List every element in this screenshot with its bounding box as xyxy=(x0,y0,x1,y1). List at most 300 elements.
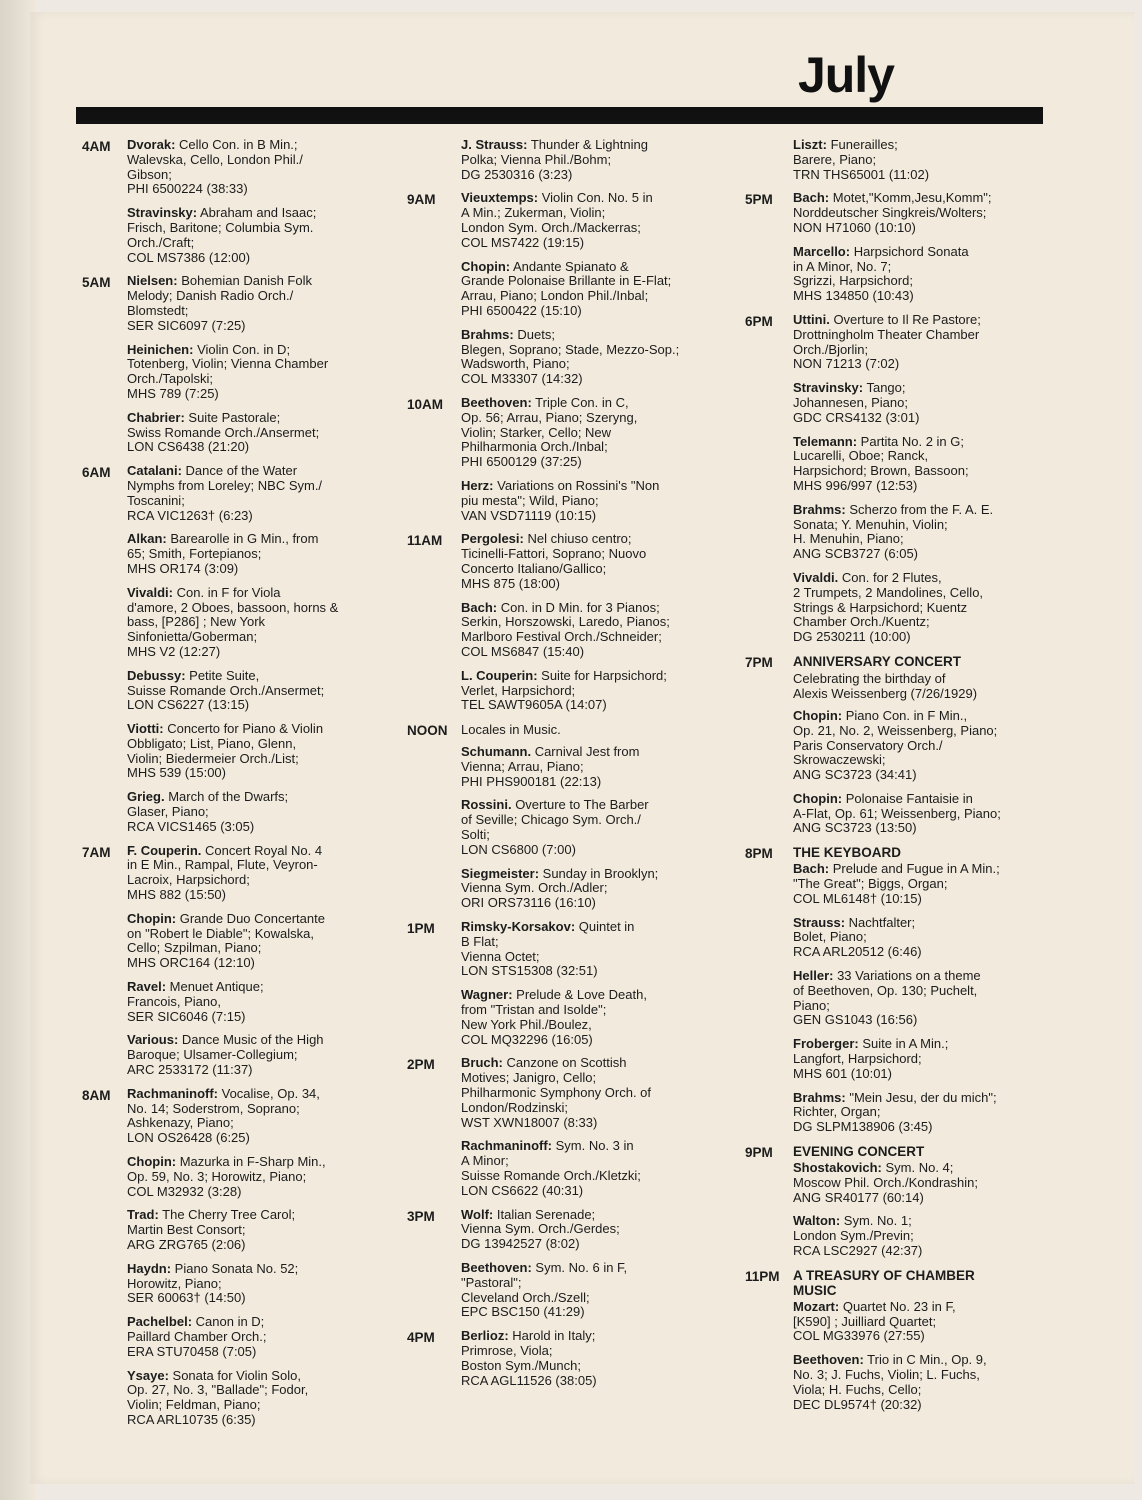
time-label: 1PM xyxy=(407,921,435,937)
entry-detail-line: A Min.; Zukerman, Violin; xyxy=(461,205,606,221)
entry-detail-line: Skrowaczewski; xyxy=(793,752,886,768)
entry-detail-line: Orch./Tapolski; xyxy=(127,371,213,387)
entry-detail-line: LON OS26428 (6:25) xyxy=(127,1130,250,1146)
program-entry xyxy=(127,790,382,834)
composer-name: Vieuxtemps: xyxy=(461,190,539,206)
work-title: Partita No. 2 in G; xyxy=(857,433,964,449)
entry-detail-line: Verlet, Harpsichord; xyxy=(461,682,576,698)
work-title: Con. in F for Viola xyxy=(173,584,281,600)
entry-detail-line: Baroque; Ulsamer-Collegium; xyxy=(127,1047,298,1063)
composer-name: Wolf: xyxy=(461,1206,494,1222)
entry-detail-line: MHS 134850 (10:43) xyxy=(793,288,914,304)
entry-detail-line: RCA AGL11526 (38:05) xyxy=(461,1372,597,1388)
composer-name: Uttini. xyxy=(793,311,830,327)
entry-detail-line: Vienna; Arrau, Piano; xyxy=(461,758,584,774)
entry-first-line xyxy=(461,988,707,1003)
program-entry xyxy=(793,313,1045,372)
entry-detail-line: ARG ZRG765 (2:06) xyxy=(127,1237,246,1252)
composer-name: J. Strauss: xyxy=(461,137,528,152)
entry-detail-line: Violin; Feldman, Piano; xyxy=(127,1397,261,1413)
work-title: Piano Con. in F Min., xyxy=(842,707,968,723)
entry-detail-line: 65; Smith, Fortepianos; xyxy=(127,546,262,562)
entry-first-line xyxy=(127,1262,382,1277)
entry-detail-line: Paris Conservatory Orch./ xyxy=(793,737,943,753)
entry-detail-line: "The Great"; Biggs, Organ; xyxy=(793,876,948,892)
entry-first-line xyxy=(793,862,1045,877)
entry-first-line xyxy=(793,1214,1045,1229)
program-entry xyxy=(793,1161,1045,1205)
composer-name: Chopin: xyxy=(127,910,177,926)
composer-name: Stravinsky: xyxy=(793,380,864,396)
program-entry xyxy=(461,798,707,857)
entry-detail-line: New York Phil./Boulez, xyxy=(461,1016,592,1032)
entry-first-line xyxy=(793,969,1045,984)
composer-name: Strauss: xyxy=(793,914,846,930)
entry-detail-line: Grande Polonaise Brillante in E-Flat; xyxy=(461,273,672,289)
program-entry xyxy=(127,722,382,781)
work-title: Carnival Jest from xyxy=(531,744,640,760)
work-title: Prelude and Fugue in A Min.; xyxy=(829,861,1000,877)
composer-name: Viotti: xyxy=(127,721,164,737)
entry-detail-line: No. 14; Soderstrom, Soprano; xyxy=(127,1100,300,1116)
work-title: Suite in A Min.; xyxy=(858,1036,949,1052)
entry-detail-line: Drottningholm Theater Chamber xyxy=(793,326,980,342)
work-title: Duets; xyxy=(513,326,555,342)
work-title: "Mein Jesu, der du mich"; xyxy=(845,1089,997,1105)
work-title: Motet,"Komm,Jesu,Komm"; xyxy=(829,190,992,206)
work-title: Menuet Antique; xyxy=(166,979,264,995)
entry-first-line xyxy=(127,1087,382,1102)
entry-first-line xyxy=(793,138,1045,153)
composer-name: L. Couperin: xyxy=(461,667,538,683)
time-label: 5PM xyxy=(745,192,773,208)
entry-detail-line: Lacroix, Harpsichord; xyxy=(127,872,250,888)
entry-first-line xyxy=(461,138,707,153)
program-entry xyxy=(127,844,382,903)
time-slot xyxy=(407,138,707,182)
work-title: Violin Con. in D; xyxy=(193,341,291,357)
entry-detail-line: Vienna Sym. Orch./Adler; xyxy=(461,880,608,896)
entry-detail-line: London Sym. Orch./Mackerras; xyxy=(461,219,641,235)
entry-detail-line: DG 2530211 (10:00) xyxy=(793,629,911,645)
entry-detail-line: LON STS15308 (32:51) xyxy=(461,963,598,979)
entry-first-line xyxy=(793,381,1045,396)
work-title: Concerto for Piano & Violin xyxy=(163,721,324,737)
work-title: Harold in Italy; xyxy=(508,1328,596,1344)
entry-first-line xyxy=(127,1315,382,1330)
entry-detail-line: piu mesta"; Wild, Piano; xyxy=(461,492,599,508)
entry-detail-line: PHI PHS900181 (22:13) xyxy=(461,773,602,789)
entry-first-line xyxy=(793,916,1045,931)
composer-name: Ravel: xyxy=(127,979,167,995)
entry-detail-line: Concerto Italiano/Gallico; xyxy=(461,560,607,576)
composer-name: Heller: xyxy=(793,968,834,984)
work-title: 33 Variations on a theme xyxy=(833,968,981,984)
composer-name: Herz: xyxy=(461,477,494,493)
entry-detail-line: Violin; Biedermeier Orch./List; xyxy=(127,750,299,766)
entry-first-line xyxy=(127,206,382,221)
entry-detail-line: Wadsworth, Piano; xyxy=(461,356,570,372)
work-title: Nachtfalter; xyxy=(845,914,916,930)
composer-name: Stravinsky: xyxy=(127,205,198,221)
entry-detail-line: B Flat; xyxy=(461,933,499,949)
program-entry xyxy=(793,138,1045,182)
entry-detail-line: [K590] ; Juilliard Quartet; xyxy=(793,1313,937,1329)
entry-detail-line: Piano; xyxy=(793,997,830,1013)
time-slot xyxy=(82,1087,382,1428)
time-label: 5AM xyxy=(82,275,111,291)
time-label: 7AM xyxy=(82,844,111,860)
program-entry xyxy=(127,1315,382,1359)
composer-name: Rossini. xyxy=(461,797,512,813)
entry-detail-line: SER SIC6097 (7:25) xyxy=(127,317,246,333)
entry-detail-line: H. Menuhin, Piano; xyxy=(793,531,904,547)
entry-detail-line: Suisse Romande Orch./Kletzki; xyxy=(461,1168,641,1184)
entry-detail-line: RCA VIC1263† (6:23) xyxy=(127,507,253,523)
work-title: Suite Pastorale; xyxy=(184,409,281,425)
program-entry xyxy=(793,245,1045,304)
composer-name: Froberger: xyxy=(793,1036,859,1052)
program-entry xyxy=(461,745,707,789)
entry-detail-line: Swiss Romande Orch./Ansermet; xyxy=(127,424,320,440)
entry-first-line xyxy=(461,669,707,684)
time-label: 9PM xyxy=(745,1145,773,1161)
entry-first-line xyxy=(461,396,707,411)
entry-first-line xyxy=(127,1208,382,1223)
entry-detail-line: Sinfonietta/Goberman; xyxy=(127,629,258,645)
entry-detail-line: A Minor; xyxy=(461,1153,509,1169)
work-title: Sonata for Violin Solo, xyxy=(168,1367,301,1383)
composer-name: Chopin: xyxy=(793,790,843,806)
time-label: 9AM xyxy=(407,192,436,208)
composer-name: Mozart: xyxy=(793,1298,840,1314)
time-slot xyxy=(407,722,707,911)
program-entry xyxy=(461,1208,707,1252)
composer-name: Vivaldi: xyxy=(127,584,174,600)
schedule-column-1 xyxy=(82,138,382,1437)
work-title: Variations on Rossini's "Non xyxy=(493,477,660,493)
entry-detail-line: MHS OR174 (3:09) xyxy=(127,560,239,576)
program-entry xyxy=(461,138,707,182)
entry-detail-line: COL MS7422 (19:15) xyxy=(461,234,585,250)
entry-first-line xyxy=(793,709,1045,724)
program-entry xyxy=(461,669,707,713)
entry-detail-line: Chamber Orch./Kuentz; xyxy=(793,614,930,630)
program-entry xyxy=(127,1033,382,1077)
entry-first-line xyxy=(127,1155,382,1170)
entry-detail-line: London/Rodzinski; xyxy=(461,1099,568,1115)
entry-detail-line: Ashkenazy, Piano; xyxy=(127,1115,234,1131)
program-entry xyxy=(793,1037,1045,1081)
composer-name: Vivaldi. xyxy=(793,569,839,585)
program-entry xyxy=(461,867,707,911)
entry-detail-line: Norddeutscher Singkreis/Wolters; xyxy=(793,205,987,221)
program-entry xyxy=(127,343,382,402)
entry-detail-line: LON CS6438 (21:20) xyxy=(127,439,250,455)
entry-detail-line: Op. 21, No. 2, Weissenberg, Piano; xyxy=(793,722,998,738)
program-entry xyxy=(461,328,707,387)
entry-detail-line: Philharmonic Symphony Orch. of xyxy=(461,1085,652,1101)
entry-detail-line: Gibson; xyxy=(127,166,172,182)
time-label: 6PM xyxy=(745,313,773,329)
program-entry xyxy=(793,792,1045,836)
entry-detail-line: Toscanini; xyxy=(127,492,185,508)
entry-detail-line: d'amore, 2 Oboes, bassoon, horns & xyxy=(127,599,339,615)
program-entry xyxy=(793,1214,1045,1258)
entry-detail-line: DG 13942527 (8:02) xyxy=(461,1236,580,1252)
schedule-column-3 xyxy=(745,138,1045,1421)
work-title: Overture to The Barber xyxy=(511,797,649,813)
entry-detail-line: Lucarelli, Oboe; Ranck, xyxy=(793,448,929,464)
program-subtitle: Locales in Music. xyxy=(461,722,561,738)
composer-name: Grieg. xyxy=(127,789,165,805)
entry-detail-line: MHS 789 (7:25) xyxy=(127,385,219,401)
entry-first-line xyxy=(461,1208,707,1223)
program-entry xyxy=(793,435,1045,494)
entry-detail-line: in E Min., Rampal, Flute, Veyron- xyxy=(127,857,318,873)
work-title: Trio in C Min., Op. 9, xyxy=(863,1352,987,1368)
entry-detail-line: PHI 6500224 (38:33) xyxy=(127,181,248,197)
entry-first-line xyxy=(461,1139,707,1154)
entry-detail-line: No. 3; J. Fuchs, Violin; L. Fuchs, xyxy=(793,1367,980,1382)
work-title: Dance of the Water xyxy=(181,463,298,479)
work-title: Dance Music of the High xyxy=(178,1032,324,1048)
work-title: Andante Spianato & xyxy=(510,258,629,274)
time-slot xyxy=(407,396,707,523)
program-entry xyxy=(461,1261,707,1320)
entry-first-line xyxy=(461,1261,707,1276)
program-entry xyxy=(793,571,1045,645)
entry-first-line xyxy=(461,191,707,206)
entry-detail-line: Philharmonia Orch./Inbal; xyxy=(461,439,608,455)
entry-detail-line: Serkin, Horszowski, Laredo, Pianos; xyxy=(461,614,670,630)
time-slot xyxy=(745,191,1045,304)
entry-detail-line: Sonata; Y. Menuhin, Violin; xyxy=(793,516,948,532)
entry-detail-line: TEL SAWT9605A (14:07) xyxy=(461,697,607,713)
entry-detail-line: COL M33307 (14:32) xyxy=(461,371,583,387)
entry-first-line xyxy=(793,191,1045,206)
time-slot xyxy=(407,532,707,713)
entry-first-line xyxy=(461,479,707,494)
composer-name: Brahms: xyxy=(461,326,514,342)
entry-first-line xyxy=(793,313,1045,328)
program-entry xyxy=(127,532,382,576)
work-title: Violin Con. No. 5 in xyxy=(538,190,653,206)
program-entry xyxy=(461,1139,707,1198)
time-slot xyxy=(745,313,1045,645)
work-title: Canon in D; xyxy=(192,1314,265,1330)
entry-detail-line: Blomstedt; xyxy=(127,302,189,318)
entry-detail-line: "Pastoral"; xyxy=(461,1274,522,1290)
entry-detail-line: Vienna Sym. Orch./Gerdes; xyxy=(461,1221,620,1237)
entry-detail-line: COL MG33976 (27:55) xyxy=(793,1328,925,1344)
entry-detail-line: Blegen, Soprano; Stade, Mezzo-Sop.; xyxy=(461,341,680,357)
work-title: Nel chiuso centro; xyxy=(523,531,632,547)
entry-first-line xyxy=(127,844,382,859)
composer-name: Alkan: xyxy=(127,531,167,547)
entry-first-line xyxy=(793,571,1045,586)
entry-detail-line: Langfort, Harpsichord; xyxy=(793,1051,922,1067)
program-entry xyxy=(127,669,382,713)
composer-name: Chopin: xyxy=(793,707,843,723)
time-label: 11PM xyxy=(745,1268,780,1284)
program-entry xyxy=(127,411,382,455)
entry-detail-line: GDC CRS4132 (3:01) xyxy=(793,409,920,425)
composer-name: Siegmeister: xyxy=(461,865,540,881)
entry-first-line xyxy=(127,912,382,927)
program-entry xyxy=(461,191,707,250)
composer-name: F. Couperin. xyxy=(127,842,202,858)
entry-first-line xyxy=(461,798,707,813)
composer-name: Brahms: xyxy=(793,1089,846,1105)
entry-detail-line: MHS 882 (15:50) xyxy=(127,887,226,903)
work-title: Mazurka in F-Sharp Min., xyxy=(176,1154,326,1170)
program-entry xyxy=(127,1369,382,1428)
entry-detail-line: RCA LSC2927 (42:37) xyxy=(793,1243,923,1259)
entry-detail-line: ANG SC3723 (34:41) xyxy=(793,767,917,783)
program-entry xyxy=(793,709,1045,783)
time-label: 8PM xyxy=(745,846,773,862)
work-title: Canzone on Scottish xyxy=(502,1055,627,1071)
entry-detail-line: Richter, Organ; xyxy=(793,1104,881,1120)
entry-detail-line: ERA STU70458 (7:05) xyxy=(127,1343,257,1359)
work-title: Prelude & Love Death, xyxy=(512,987,647,1003)
entry-detail-line: Violin; Starker, Cello; New xyxy=(461,424,612,440)
program-entry xyxy=(793,381,1045,425)
entry-first-line xyxy=(461,260,707,275)
entry-first-line xyxy=(127,669,382,684)
entry-detail-line: ANG SCB3727 (6:05) xyxy=(793,546,919,562)
program-entry xyxy=(793,1091,1045,1135)
work-title: Sym. No. 6 in F, xyxy=(531,1260,628,1275)
time-label: 2PM xyxy=(407,1057,435,1073)
entry-detail-line: Obbligato; List, Piano, Glenn, xyxy=(127,735,297,751)
entry-detail-line: Cleveland Orch./Szell; xyxy=(461,1289,590,1305)
entry-first-line xyxy=(127,980,382,995)
entry-detail-line: PHI 6500422 (15:10) xyxy=(461,302,582,318)
program-entry xyxy=(127,912,382,971)
time-slot xyxy=(407,1056,707,1198)
entry-detail-line: PHI 6500129 (37:25) xyxy=(461,454,582,470)
entry-detail-line: Strings & Harpsichord; Kuentz xyxy=(793,599,968,615)
composer-name: Shostakovich: xyxy=(793,1160,882,1176)
entry-detail-line: ANG SR40177 (60:14) xyxy=(793,1189,924,1205)
entry-detail-line: SER 60063† (14:50) xyxy=(127,1290,246,1306)
entry-first-line xyxy=(793,435,1045,450)
time-slot xyxy=(407,191,707,387)
time-slot xyxy=(82,464,382,835)
program-title: EVENING CONCERT xyxy=(793,1144,925,1160)
composer-name: Bach: xyxy=(793,861,830,877)
entry-detail-line: Walevska, Cello, London Phil./ xyxy=(127,151,303,167)
entry-detail-line: DG SLPM138906 (3:45) xyxy=(793,1119,933,1135)
entry-detail-line: RCA ARL20512 (6:46) xyxy=(793,944,922,960)
entry-detail-line: Barere, Piano; xyxy=(793,151,877,167)
entry-detail-line: Paillard Chamber Orch.; xyxy=(127,1328,267,1344)
work-title: March of the Dwarfs; xyxy=(164,789,289,805)
entry-detail-line: Op. 56; Arrau, Piano; Szeryng, xyxy=(461,409,638,425)
entry-first-line xyxy=(127,722,382,737)
program-entry xyxy=(461,396,707,470)
work-title: Italian Serenade; xyxy=(493,1206,596,1222)
entry-detail-line: Totenberg, Violin; Vienna Chamber xyxy=(127,356,329,372)
work-title: Bohemian Danish Folk xyxy=(177,273,312,289)
entry-detail-line: Martin Best Consort; xyxy=(127,1222,246,1238)
work-title: Quintet in xyxy=(575,919,635,935)
entry-detail-line: Sgrizzi, Harpsichord; xyxy=(793,273,913,289)
work-title: Triple Con. in C, xyxy=(531,394,629,410)
work-title: Quartet No. 23 in F, xyxy=(839,1298,956,1314)
work-title: Vocalise, Op. 34, xyxy=(218,1085,320,1101)
composer-name: Nielsen: xyxy=(127,273,178,289)
entry-detail-line: Op. 27, No. 3, "Ballade"; Fodor, xyxy=(127,1382,309,1398)
entry-detail-line: MHS 539 (15:00) xyxy=(127,765,226,781)
header-rule xyxy=(76,107,1043,124)
entry-detail-line: LON CS6227 (13:15) xyxy=(127,697,250,713)
time-slot xyxy=(745,1268,1045,1413)
entry-detail-line: MHS 601 (10:01) xyxy=(793,1065,892,1081)
entry-detail-line: of Beethoven, Op. 130; Puchelt, xyxy=(793,982,978,998)
entry-first-line xyxy=(461,1329,707,1344)
entry-detail-line: WST XWN18007 (8:33) xyxy=(461,1114,598,1130)
entry-detail-line: Op. 59, No. 3; Horowitz, Piano; xyxy=(127,1168,307,1184)
entry-detail-line: Glaser, Piano; xyxy=(127,804,209,820)
work-title: Concert Royal No. 4 xyxy=(201,842,323,858)
entry-first-line xyxy=(461,601,707,616)
work-title: Piano Sonata No. 52; xyxy=(171,1260,299,1276)
entry-detail-line: Orch./Craft; xyxy=(127,234,195,250)
work-title: Overture to Il Re Pastore; xyxy=(829,311,981,327)
work-title: Barearolle in G Min., from xyxy=(166,531,319,547)
time-label: NOON xyxy=(407,723,448,739)
work-title: Grande Duo Concertante xyxy=(176,910,325,926)
entry-detail-line: Melody; Danish Radio Orch./ xyxy=(127,288,294,304)
entry-detail-line: Harpsichord; Brown, Bassoon; xyxy=(793,463,969,479)
work-title: Sym. No. 3 in xyxy=(552,1138,634,1154)
work-title: Polonaise Fantaisie in xyxy=(842,790,973,806)
entry-detail-line: GEN GS1043 (16:56) xyxy=(793,1012,918,1028)
entry-detail-line: LON CS6622 (40:31) xyxy=(461,1182,584,1198)
entry-detail-line: COL MS6847 (15:40) xyxy=(461,643,585,659)
entry-detail-line: Nymphs from Loreley; NBC Sym./ xyxy=(127,477,323,493)
work-title: Con. for 2 Flutes, xyxy=(838,569,942,585)
entry-first-line xyxy=(793,1300,1045,1315)
entry-first-line xyxy=(127,586,382,601)
program-entry xyxy=(461,1056,707,1130)
composer-name: Chabrier: xyxy=(127,409,185,425)
entry-detail-line: A-Flat, Op. 61; Weissenberg, Piano; xyxy=(793,805,1001,821)
time-slot xyxy=(82,844,382,1078)
entry-detail-line: from "Tristan and Isolde"; xyxy=(461,1002,607,1018)
work-title: Abraham and Isaac; xyxy=(197,205,317,221)
entry-detail-line: SER SIC6046 (7:15) xyxy=(127,1008,246,1024)
program-entry xyxy=(127,980,382,1024)
program-entry xyxy=(793,503,1045,562)
composer-name: Rachmaninoff: xyxy=(127,1085,218,1101)
composer-name: Liszt: xyxy=(793,137,827,152)
time-label: 6AM xyxy=(82,465,111,481)
entry-first-line xyxy=(127,532,382,547)
work-title: Con. in D Min. for 3 Pianos; xyxy=(497,599,660,615)
program-entry xyxy=(127,586,382,660)
entry-first-line xyxy=(127,411,382,426)
entry-detail-line: of Seville; Chicago Sym. Orch./ xyxy=(461,812,641,828)
time-label: 3PM xyxy=(407,1208,435,1224)
entry-first-line xyxy=(461,532,707,547)
time-slot xyxy=(745,1144,1045,1259)
program-entry xyxy=(793,969,1045,1028)
entry-first-line xyxy=(127,790,382,805)
